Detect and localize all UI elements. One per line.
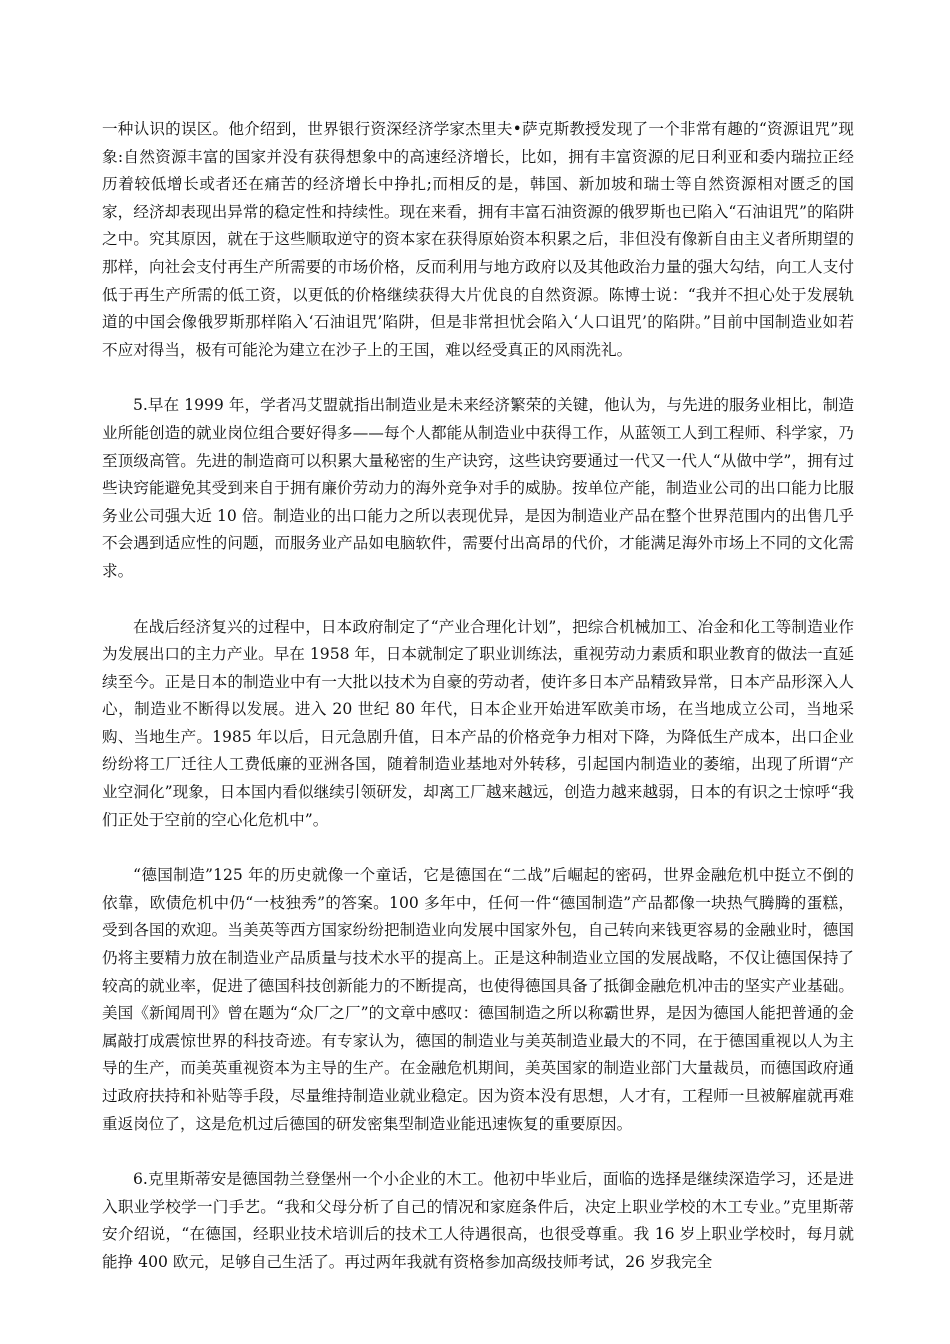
paragraph-manufacturing-key: 5.早在 1999 年，学者冯艾盟就指出制造业是未来经济繁荣的关键，他认为，与先进的服务业相比，制造业所能创造的就业岗位组合要好得多——每个人都能从制造业中获得工作，从蓝领工人到工程师、科学家，乃至顶级高管。先进的制造商可以积累大量秘密的生产诀窍，这些诀窍要通过一代又一代人“从做中学”，拥有过些诀窍能避免其受到来自于拥有廉价劳动力的海外竞争对手的威胁。按单位产能，制造业公司的出口能力比服务业公司强大近 10 倍。制造业的出口能力之所以表现优异，是因为制造业产品在整个世界范围内的出售几乎不会遇到适应性的问题，而服务业产品如电脑软件，需要付出高昂的代价，才能满足海外市场上不同的文化需求。 bbox=[102, 396, 854, 580]
paragraph-japan-industry: 在战后经济复兴的过程中，日本政府制定了“产业合理化计划”，把综合机械加工、冶金和化工等制造业作为发展出口的主力产业。早在 1958 年，日本就制定了职业训练法，重视劳动力素质和职业教育的做法一直延续至今。正是日本的制造业中有一大批以技术为自豪的劳动者，使许多日本产品精致异常，日本产品形深入人心，制造业不断得以发展。进入 20 世纪 80 年代，日本企业开始进军欧美市场，在当地成立公司，当地采购、当地生产。1985 年以后，日元急剧升值，日本产品的价格竞争力相对下降，为降低生产成本，出口企业纷纷将工厂迁往人工费低廉的亚洲各国，随着制造业基地对外转移，引起国内制造业的萎缩，出现了所谓“产业空洞化”现象，日本国内看似继续引领研发，却离工厂越来越远，创造力越来越弱，日本的有识之士惊呼“我们正处于空前的空心化危机中”。 bbox=[102, 617, 854, 829]
paragraph-made-in-germany: “德国制造”125 年的历史就像一个童话，它是德国在“二战”后崛起的密码，世界金融危机中挺立不倒的依靠，欧债危机中仍“一枝独秀”的答案。100 多年中，任何一件“德国制造”产品都像一块热气腾腾的蛋糕，受到各国的欢迎。当美英等西方国家纷纷把制造业向发展中国家外包，自己转向来钱更容易的金融业时，德国仍将主要精力放在制造业产品质量与技术水平的提高上。正是这种制造业立国的发展战略，不仅让德国保持了较高的就业率，促进了德国科技创新能力的不断提高，也使得德国具备了抵御金融危机冲击的坚实产业基础。美国《新闻周刊》曾在题为“众厂之厂”的文章中感叹：德国制造之所以称霸世界，是因为德国人能把普通的金属敲打成震惊世界的科技奇迹。有专家认为，德国的制造业与美英制造业最大的不同，在于德国重视以人为主导的生产，而美英重视资本为主导的生产。在金融危机期间，美英国家的制造业部门大量裁员，而德国政府通过政府扶持和补贴等手段，尽量维持制造业就业稳定。因为资本没有思想，人才有，工程师一旦被解雇就再难重返岗位了，这是危机过后德国的研发密集型制造业能迅速恢复的重要原因。 bbox=[102, 866, 854, 1133]
document-page bbox=[102, 116, 854, 1305]
paragraph-christian-carpenter: 6.克里斯蒂安是德国勃兰登堡州一个小企业的木工。他初中毕业后，面临的选择是继续深造学习，还是进入职业学校学一门手艺。“我和父母分析了自己的情况和家庭条件后，决定上职业学校的木工专业。”克里斯蒂安介绍说，“在德国，经职业技术培训后的技术工人待遇很高，也很受尊重。我 16 岁上职业学校时，每月就能挣 400 欧元，足够自己生活了。再过两年我就有资格参加高级技师考试，26 岁我完全 bbox=[102, 1170, 854, 1271]
paragraph-resource-curse: 一种认识的误区。他介绍到，世界银行资深经济学家杰里夫•萨克斯教授发现了一个非常有趣的“资源诅咒”现象:自然资源丰富的国家并没有获得想象中的高速经济增长，比如，拥有丰富资源的尼日利亚和委内瑞拉正经历着较低增长或者还在痛苦的经济增长中挣扎;而相反的是，韩国、新加坡和瑞士等自然资源相对匮乏的国家，经济却表现出异常的稳定性和持续性。现在来看，拥有丰富石油资源的俄罗斯也已陷入“石油诅咒”的陷阱之中。究其原因，就在于这些顺取逆守的资本家在获得原始资本积累之后，非但没有像新自由主义者所期望的那样，向社会支付再生产所需要的市场价格，反而利用与地方政府以及其他政治力量的强大勾结，向工人支付低于再生产所需的低工资，以更低的价格继续获得大片优良的自然资源。陈博士说：“我并不担心处于发展轨道的中国会像俄罗斯那样陷入‘石油诅咒’陷阱，但是非常担忧会陷入‘人口诅咒’的陷阱。”目前中国制造业如若不应对得当，极有可能沦为建立在沙子上的王国，难以经受真正的风雨洗礼。 bbox=[102, 120, 854, 359]
